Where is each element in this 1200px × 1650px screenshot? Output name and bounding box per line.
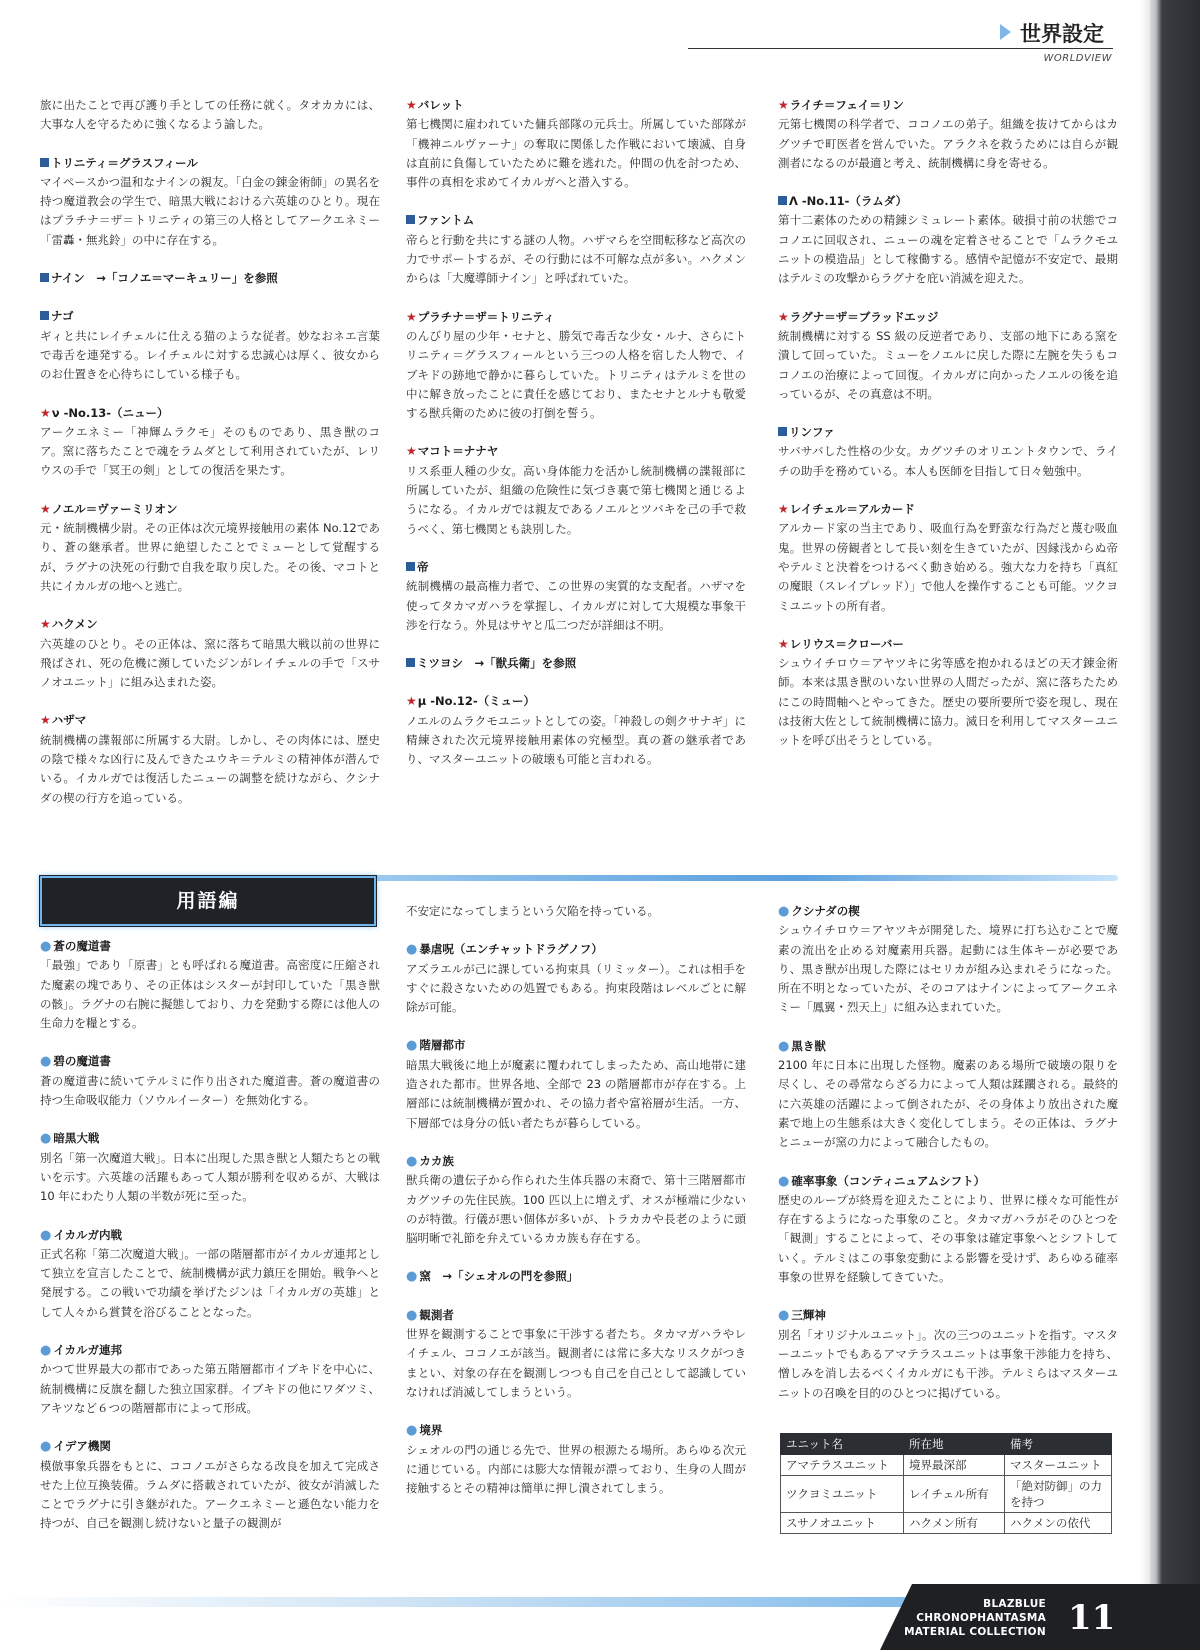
brand-line-1: BLAZBLUE xyxy=(983,1598,1046,1610)
table-cell: スサノオユニット xyxy=(781,1513,904,1534)
square-bullet-icon xyxy=(406,658,415,667)
entry-body: 元・統制機構少尉。その正体は次元境界接触用の素体 No.12であり、蒼の継承者。世界に絶望したことでミューとして覚醒するが、ラグナの決死の行動で自我を取り戻した。その後、マコトと共にイカルガの地へと逃亡。 xyxy=(40,521,380,593)
table-cell: マスターユニット xyxy=(1005,1455,1112,1476)
entry xyxy=(778,1306,1118,1402)
entry xyxy=(406,558,746,635)
entry-title xyxy=(40,1052,380,1071)
entry-body: かつて世界最大の都市であった第五階層都市イブキドを中心に、統制機構に反旗を翻した独立国家群。イブキドの他にワダツミ、アキツなど６つの階層都市によって形成。 xyxy=(40,1362,380,1415)
entry-title-text: イカルガ連邦 xyxy=(53,1343,122,1358)
entry-body: 旅に出たことで再び護り手としての任務に就く。タオカカには、大事な人を守るために強くなるよう諭した。 xyxy=(40,98,380,132)
entry xyxy=(778,902,1118,1018)
entry-title xyxy=(40,1129,380,1148)
entry xyxy=(406,308,746,424)
entry-body: 第十二素体のための精錬シミュレート素体。破損寸前の状態でココノエに回収され、ニューの魂を定着させることで「ムラクモユニットの模造品」として稼働する。感情や記憶が不安定で、最期はテルミの攻撃からラグナを庇い消滅を迎えた。 xyxy=(778,213,1118,286)
entry xyxy=(40,1226,380,1322)
entry-title-text: 帝 xyxy=(417,559,429,574)
entry-body: 六英雄のひとり。その正体は、窯に落ちて暗黒大戦以前の世界に飛ばされ、死の危機に瀕していたジンがレイチェルの手で「スサノオユニット」に組み込まれた姿。 xyxy=(40,636,380,690)
page-frame-edge xyxy=(1150,0,1200,1650)
entry-title-text: 蒼の魔道書 xyxy=(53,939,111,953)
square-bullet-icon xyxy=(778,427,787,436)
entry xyxy=(778,635,1118,751)
table-cell: 境界最深部 xyxy=(904,1455,1005,1476)
entry-title xyxy=(778,902,1118,921)
entry-body: 別名「第一次魔道大戦」。日本に出現した黒き獣と人類たちとの戦いを示す。六英雄の活躍もあって人類が勝利を収めるが、大戦は 10 年にわたり人類の半数が死に至った。 xyxy=(40,1150,380,1204)
header-rule xyxy=(688,48,1113,49)
table-row xyxy=(781,1455,1112,1476)
entry-title xyxy=(778,96,1118,115)
entry-body: 統制機構の最高権力者で、この世界の実質的な支配者。ハザマを使ってタカマガハラを掌握し、イカルガに対して大規模な事象干渉を行なう。外見はサヤと瓜二つだが詳細は不明。 xyxy=(406,579,746,632)
units-table xyxy=(780,1433,1112,1534)
dot-bullet-icon: ● xyxy=(406,1153,418,1169)
entry-body: シェオルの門の通じる先で、世界の根源たる場所。あらゆる次元に通じている。内部には膨大な情報が漂っており、生身の人間が接触するとその精神は簡単に押し潰されてしまう。 xyxy=(406,1442,746,1496)
entry-title xyxy=(778,1037,1118,1056)
entry xyxy=(406,442,746,538)
entry xyxy=(40,404,380,481)
entry-title xyxy=(406,558,746,577)
table-cell: ツクヨミユニット xyxy=(781,1476,904,1513)
entry xyxy=(406,211,746,288)
entry-title-text: バレット xyxy=(417,98,464,112)
table-row xyxy=(781,1476,1112,1513)
table-row xyxy=(781,1513,1112,1534)
entry-title-text: レリウス＝クローバー xyxy=(789,636,904,651)
dot-bullet-icon: ● xyxy=(40,1131,52,1147)
entry-body: 世界を観測することで事象に干渉する者たち。タカマガハラやレイチェル、ココノエが該当。観測者には常に多大なリスクがつきまとい、対象の存在を観測しつつも自己を自己として認識していなければ消滅してしまうという。 xyxy=(406,1327,746,1399)
table-cell: ハクメン所有 xyxy=(904,1513,1005,1534)
page-subtitle: WORLDVIEW xyxy=(1043,53,1112,64)
entry-title-text: ν -No.13-（ニュー） xyxy=(51,405,169,420)
entry-body: アルカード家の当主であり、吸血行為を野蛮な行為だと蔑む吸血鬼。世界の傍観者として長い刻を生きていたが、因縁浅からぬ帝やテルミと決着をつけるべく動き始める。強大な力を持ち「真紅の魔眼（スレイプレッド）」で他人を操作することも可能。ツクヨミユニットの所有者。 xyxy=(778,521,1118,613)
entry-body: のんびり屋の少年・セナと、勝気で毒舌な少女・ルナ、さらにトリニティ＝グラスフィールという三つの人格を宿した人物で、イブキドの跡地で静かに暮らしていた。トリニティはテルミを世の中に解き放ったことに責任を感じており、またセナとルナも敬愛する獣兵衛のために彼の打倒を誓う。 xyxy=(406,328,746,421)
entry-title xyxy=(406,1421,746,1440)
entry-body: 正式名称「第二次魔道大戦」。一部の階層都市がイカルガ連邦として独立を宣言したことで、統制機構が武力鎮圧を開始。戦争へと発展する。この戦いで功績を挙げたジンは「イカルガの英雄」として人々から賞賛を浴びることとなった。 xyxy=(40,1246,380,1319)
entry-title xyxy=(40,404,380,423)
star-bullet-icon: ★ xyxy=(406,309,417,324)
dot-bullet-icon: ● xyxy=(778,1308,790,1324)
column-terms-3 xyxy=(778,902,1118,1422)
column-terms-2 xyxy=(406,902,746,1517)
star-bullet-icon: ★ xyxy=(406,444,417,459)
entry-title xyxy=(406,1152,746,1171)
star-bullet-icon: ★ xyxy=(406,98,417,112)
entry-title xyxy=(40,711,380,730)
entry xyxy=(40,1341,380,1418)
entry-body: リス系亜人種の少女。高い身体能力を活かし統制機構の諜報部に所属していたが、組織の危険性に気づき裏で第七機関と通じるようになる。イカルガでは親友であるノエルとツバキを己の手で救うべく、第七機関とも訣別した。 xyxy=(406,463,746,536)
entry-body: 蒼の魔道書に続いてテルミに作り出された魔道書。蒼の魔道書の持つ生命吸収能力（ソウルイーター）を無効化する。 xyxy=(40,1073,380,1108)
entry-title-text: ミツヨシ →「獣兵衛」を参照 xyxy=(417,656,577,671)
entry xyxy=(406,692,746,769)
entry-title xyxy=(406,940,746,959)
column-characters-2 xyxy=(406,96,746,789)
entry-title-text: 碧の魔道書 xyxy=(53,1054,111,1069)
entry-title xyxy=(40,269,380,288)
table-header-cell: 所在地 xyxy=(904,1434,1005,1455)
dot-bullet-icon: ● xyxy=(778,1038,790,1054)
entry xyxy=(406,1306,746,1402)
entry xyxy=(40,154,380,250)
entry-body: 2100 年に日本に出現した怪物。魔素のある場所で破壊の限りを尽くし、その尋常ならざる力によって人類は蹂躙される。最終的に六英雄の活躍によって倒されたが、その身体より放出された魔素で地上の生態系は大きく変化してしまう。その正体は、ラグナとニューが窯の力によって融合したもの。 xyxy=(778,1058,1118,1150)
entry xyxy=(406,1267,746,1286)
entry-title-text: 暗黒大戦 xyxy=(53,1131,100,1146)
entry-title-text: 窯 →「シェオルの門を参照」 xyxy=(419,1269,579,1284)
entry-title-text: レイチェル＝アルカード xyxy=(789,502,915,517)
star-bullet-icon: ★ xyxy=(778,636,789,651)
square-bullet-icon xyxy=(406,562,415,571)
entry xyxy=(778,1172,1118,1288)
dot-bullet-icon: ● xyxy=(406,1307,418,1323)
entry-title xyxy=(40,307,380,326)
entry-title-text: トリニティ＝グラスフィール xyxy=(51,155,198,170)
entry-title-text: ハクメン xyxy=(51,617,98,632)
entry-title xyxy=(406,96,746,115)
entry-title xyxy=(778,423,1118,442)
header-triangle-icon xyxy=(1000,24,1011,40)
entry xyxy=(40,615,380,692)
entry-body: アズラエルが己に課している拘束具（リミッター）。これは相手をすぐに殺さないための処置でもある。拘束段階はレベルごとに解除が可能。 xyxy=(406,961,746,1015)
square-bullet-icon xyxy=(40,158,49,167)
entry xyxy=(40,269,380,288)
star-bullet-icon: ★ xyxy=(778,502,789,517)
entry-title-text: 三輝神 xyxy=(791,1308,826,1323)
entry-title xyxy=(40,1226,380,1245)
dot-bullet-icon: ● xyxy=(40,1054,52,1070)
entry-title-text: 境界 xyxy=(419,1423,443,1438)
entry-title xyxy=(406,1036,746,1055)
entry xyxy=(406,654,746,673)
entry xyxy=(778,1037,1118,1153)
entry-title-text: ナイン →「コノエ＝マーキュリー」を参照 xyxy=(51,271,278,286)
star-bullet-icon: ★ xyxy=(778,98,789,112)
entry-title xyxy=(778,1172,1118,1191)
entry-title xyxy=(40,1437,380,1456)
entry-title-text: ハザマ xyxy=(51,713,87,728)
entry-title xyxy=(406,211,746,230)
entry-title-text: 観測者 xyxy=(419,1307,454,1322)
column-characters-3 xyxy=(778,96,1118,770)
entry-body: マイペースかつ温和なナインの親友。「白金の錬金術師」の異名を持つ魔道教会の学生で、暗黒大戦における六英雄のひとり。現在はプラチナ＝ザ＝トリニティの第三の人格としてアークエネミー「雷轟・無兆鈴」の中に存在する。 xyxy=(40,174,380,247)
entry-body: 模倣事象兵器をもとに、ココノエがさらなる改良を加えて完成させた上位互換装備。ラムダに搭載されていたが、彼女が消滅したことでラグナに引き継がれた。アークエネミーと遜色ない能力を持つが、自己を観測し続けないと量子の観測が xyxy=(40,1458,380,1531)
dot-bullet-icon: ● xyxy=(40,939,52,954)
dot-bullet-icon: ● xyxy=(406,942,418,958)
entry xyxy=(778,192,1118,288)
book-brand xyxy=(896,1597,1046,1639)
entry-title-text: ノエル＝ヴァーミリオン xyxy=(51,501,178,516)
entry-body: アークエネミー「神輝ムラクモ」そのものであり、黒き獣のコア。窯に落ちたことで魂をラムダとして利用されていたが、レリウスの手で「冥王の剣」としての復活を果たす。 xyxy=(40,424,380,478)
entry-title xyxy=(406,442,746,461)
entry-title-text: 黒き獣 xyxy=(791,1038,826,1053)
dot-bullet-icon: ● xyxy=(406,1423,418,1439)
square-bullet-icon xyxy=(778,196,787,205)
square-bullet-icon xyxy=(406,215,415,224)
table-cell: レイチェル所有 xyxy=(904,1476,1005,1513)
star-bullet-icon: ★ xyxy=(40,617,51,632)
dot-bullet-icon: ● xyxy=(40,1343,52,1359)
entry xyxy=(778,423,1118,481)
entry-title xyxy=(778,308,1118,327)
entry xyxy=(40,96,380,135)
entry-body: ノエルのムラクモユニットとしての姿。「神殺しの剣クサナギ」に精練された次元境界接触用素体の究極型。真の蒼の継承者であり、マスターユニットの破壊も可能と言われる。 xyxy=(406,713,746,767)
entry-title-text: ライチ＝フェイ＝リン xyxy=(789,98,904,112)
entry xyxy=(406,1421,746,1498)
table-cell: 「絶対防御」の力を持つ xyxy=(1005,1476,1112,1513)
entry xyxy=(406,1036,746,1132)
entry-title-text: μ -No.12-（ミュー） xyxy=(417,694,535,709)
entry xyxy=(40,1437,380,1533)
column-terms-1 xyxy=(40,937,380,1553)
entry xyxy=(778,308,1118,404)
entry-title xyxy=(406,308,746,327)
entry-title xyxy=(778,1306,1118,1325)
entry-body: 統制機構の諜報部に所属する大尉。しかし、その肉体には、歴史の陰で様々な凶行に及んできたユウキ＝テルミの精神体が潜んでいる。イカルガでは復活したニューの調整を続けながら、クシナダの楔の行方を追っている。 xyxy=(40,732,380,805)
entry xyxy=(406,1152,746,1248)
star-bullet-icon: ★ xyxy=(406,694,417,709)
dot-bullet-icon: ● xyxy=(406,1038,418,1054)
entry-title-text: Λ -No.11-（ラムダ） xyxy=(789,194,908,209)
entry-title xyxy=(406,1306,746,1325)
entry-title xyxy=(40,615,380,634)
entry-title-text: プラチナ＝ザ＝トリニティ xyxy=(417,309,555,324)
entry-title-text: クシナダの楔 xyxy=(791,904,860,918)
dot-bullet-icon: ● xyxy=(40,1439,52,1455)
page-title: 世界設定 xyxy=(1020,22,1104,46)
entry-title-text: 階層都市 xyxy=(419,1038,466,1053)
brand-line-2: CHRONOPHANTASMA xyxy=(916,1612,1046,1624)
entry-title-text: イカルガ内戦 xyxy=(53,1227,122,1242)
entry-body: 獣兵衛の遺伝子から作られた生体兵器の末裔で、第十三階層都市カグツチの先住民族。100 匹以上に増えず、オスが極端に少ないのが特徴。行儀が悪い個体が多いが、トラカカや長老のように頭脳明晰で礼節を弁えているカカ族も存在する。 xyxy=(406,1173,746,1246)
entry xyxy=(406,940,746,1017)
section-title: 用語編 xyxy=(176,890,240,912)
entry-title-text: ナゴ xyxy=(51,309,74,324)
entry-body: 別名「オリジナルユニット」。次の三つのユニットを指す。マスターユニットでもあるアマテラスユニットは事象干渉能力を持ち、憎しみを消し去るべくイカルガにも干渉。テルミらはマスターユニットの召喚を目的のひとつに掲げている。 xyxy=(778,1327,1118,1400)
entry-title-text: ラグナ＝ザ＝ブラッドエッジ xyxy=(789,309,939,324)
entry-title xyxy=(778,635,1118,654)
star-bullet-icon: ★ xyxy=(778,309,789,324)
dot-bullet-icon: ● xyxy=(778,904,790,919)
entry xyxy=(40,307,380,384)
entry-body: ギィと共にレイチェルに仕える猫のような従者。妙なおネエ言葉で毒舌を連発する。レイチェルに対する忠誠心は厚く、彼女からのお仕置きを心待ちにしている様子も。 xyxy=(40,328,380,382)
star-bullet-icon: ★ xyxy=(40,405,51,420)
entry-title xyxy=(406,654,746,673)
dot-bullet-icon: ● xyxy=(40,1227,52,1243)
entry-body: 暗黒大戦後に地上が魔素に覆われてしまったため、高山地帯に建造された都市。世界各地、全部で 23 の階層都市が存在する。上層部には統制機構が置かれ、その協力者や富裕層が生活。一方、下層部では身分の低い者たちが暮らしている。 xyxy=(406,1057,746,1130)
entry xyxy=(40,711,380,807)
entry-title xyxy=(40,154,380,173)
table-cell: アマテラスユニット xyxy=(781,1455,904,1476)
entry xyxy=(778,500,1118,616)
entry-title-text: イデア機関 xyxy=(53,1439,111,1454)
entry-title-text: 暴虐呪（エンチャットドラグノフ） xyxy=(419,942,603,957)
entry-body: 第七機関に雇われていた傭兵部隊の元兵士。所属していた部隊が「機神ニルヴァーナ」の奪取に関係した作戦において壊滅、自身は直前に負傷していたために難を逃れた。仲間の仇を討つため、事件の真相を求めてイカルガへと潜入する。 xyxy=(406,117,746,190)
entry-body: シュウイチロウ＝アヤツキが開発した、境界に打ち込むことで魔素の流出を止める対魔素用兵器。起動には生体キーが必要であり、黒き獣が出現した際にはセリカが組み込まれそうになった。所在不明となっていたが、そのコアはナインによってアークエネミー「鳳翼・烈天上」に組み込まれていた。 xyxy=(778,923,1118,1015)
table-header-cell: ユニット名 xyxy=(781,1434,904,1455)
entry xyxy=(778,96,1118,173)
dot-bullet-icon: ● xyxy=(778,1173,790,1189)
entry-body: 元第七機関の科学者で、ココノエの弟子。組織を抜けてからはカグツチで町医者を営んでいた。アラクネを救うためには自らが観測者になるのが最適と考え、統制機構に身を寄せる。 xyxy=(778,117,1118,170)
entry-title xyxy=(40,500,380,519)
star-bullet-icon: ★ xyxy=(40,501,51,516)
entry xyxy=(406,96,746,192)
page-number: 11 xyxy=(1068,1598,1116,1638)
column-characters-1 xyxy=(40,96,380,827)
entry-body: シュウイチロウ＝アヤツキに劣等感を抱かれるほどの天才錬金術師。本来は黒き獣のいない世界の人間だったが、窯に落ちたためにこの時間軸へとやってきた。歴史の要所要所で姿を現し、現在は技術大佐として統制機構に協力。滅日を利用してマスターユニットを呼び出そうとしている。 xyxy=(778,656,1118,748)
entry-title xyxy=(778,192,1118,211)
table-header-row xyxy=(781,1434,1112,1455)
square-bullet-icon xyxy=(40,273,49,282)
entry-body: 不安定になってしまうという欠陥を持っている。 xyxy=(406,904,659,918)
entry-title xyxy=(40,1341,380,1360)
entry-title xyxy=(40,937,380,956)
entry-title-text: 確率事象（コンティニュアムシフト） xyxy=(791,1173,986,1188)
entry-title xyxy=(778,500,1118,519)
entry xyxy=(40,500,380,596)
entry-body: サバサバした性格の少女。カグツチのオリエントタウンで、ライチの助手を務めている。本人も医師を目指して日々勉強中。 xyxy=(778,444,1118,478)
entry xyxy=(40,1052,380,1110)
header xyxy=(1000,18,1120,50)
entry-title-text: マコト＝ナナヤ xyxy=(417,444,499,459)
entry-title xyxy=(406,1267,746,1286)
brand-line-3: MATERIAL COLLECTION xyxy=(904,1626,1046,1638)
table-header-cell: 備考 xyxy=(1005,1434,1112,1455)
entry-title-text: リンファ xyxy=(789,425,835,440)
star-bullet-icon: ★ xyxy=(40,713,51,728)
entry xyxy=(40,1129,380,1206)
entry-title xyxy=(406,692,746,711)
section-badge xyxy=(40,876,376,926)
entry-title-text: カカ族 xyxy=(419,1153,454,1168)
entry xyxy=(406,902,746,921)
square-bullet-icon xyxy=(40,311,49,320)
entry-body: 帝らと行動を共にする謎の人物。ハザマらを空間転移など高次の力でサポートするが、その行動には不可解な点が多い。ハクメンからは「大魔導師ナイン」と呼ばれていた。 xyxy=(406,232,746,286)
entry-body: 「最強」であり「原書」とも呼ばれる魔道書。高密度に圧縮された魔素の塊であり、その正体はシスターが封印していた「黒き獣の骸」。ラグナの右腕に擬態しており、力を発動する際には他人の生命力を糧とする。 xyxy=(40,958,380,1031)
table-cell: ハクメンの依代 xyxy=(1005,1513,1112,1534)
entry-body: 歴史のループが終焉を迎えたことにより、世界に様々な可能性が存在するようになった事象のこと。タカマガハラがそのひとつを「観測」することによって、その事象は確定事象へとシフトしていく。テルミはこの事象変動による影響を受けず、あらゆる確率事象の世界を経験してきていた。 xyxy=(778,1192,1118,1285)
dot-bullet-icon: ● xyxy=(406,1269,418,1285)
entry xyxy=(40,937,380,1033)
entry-title-text: ファントム xyxy=(417,213,475,228)
entry-body: 統制機構に対する SS 級の反逆者であり、支部の地下にある窯を潰して回っていた。ミューをノエルに戻した際に左腕を失うもココノエの治療によって回復。イカルガに向かったノエルの後を追っているが、その真意は不明。 xyxy=(778,328,1118,401)
